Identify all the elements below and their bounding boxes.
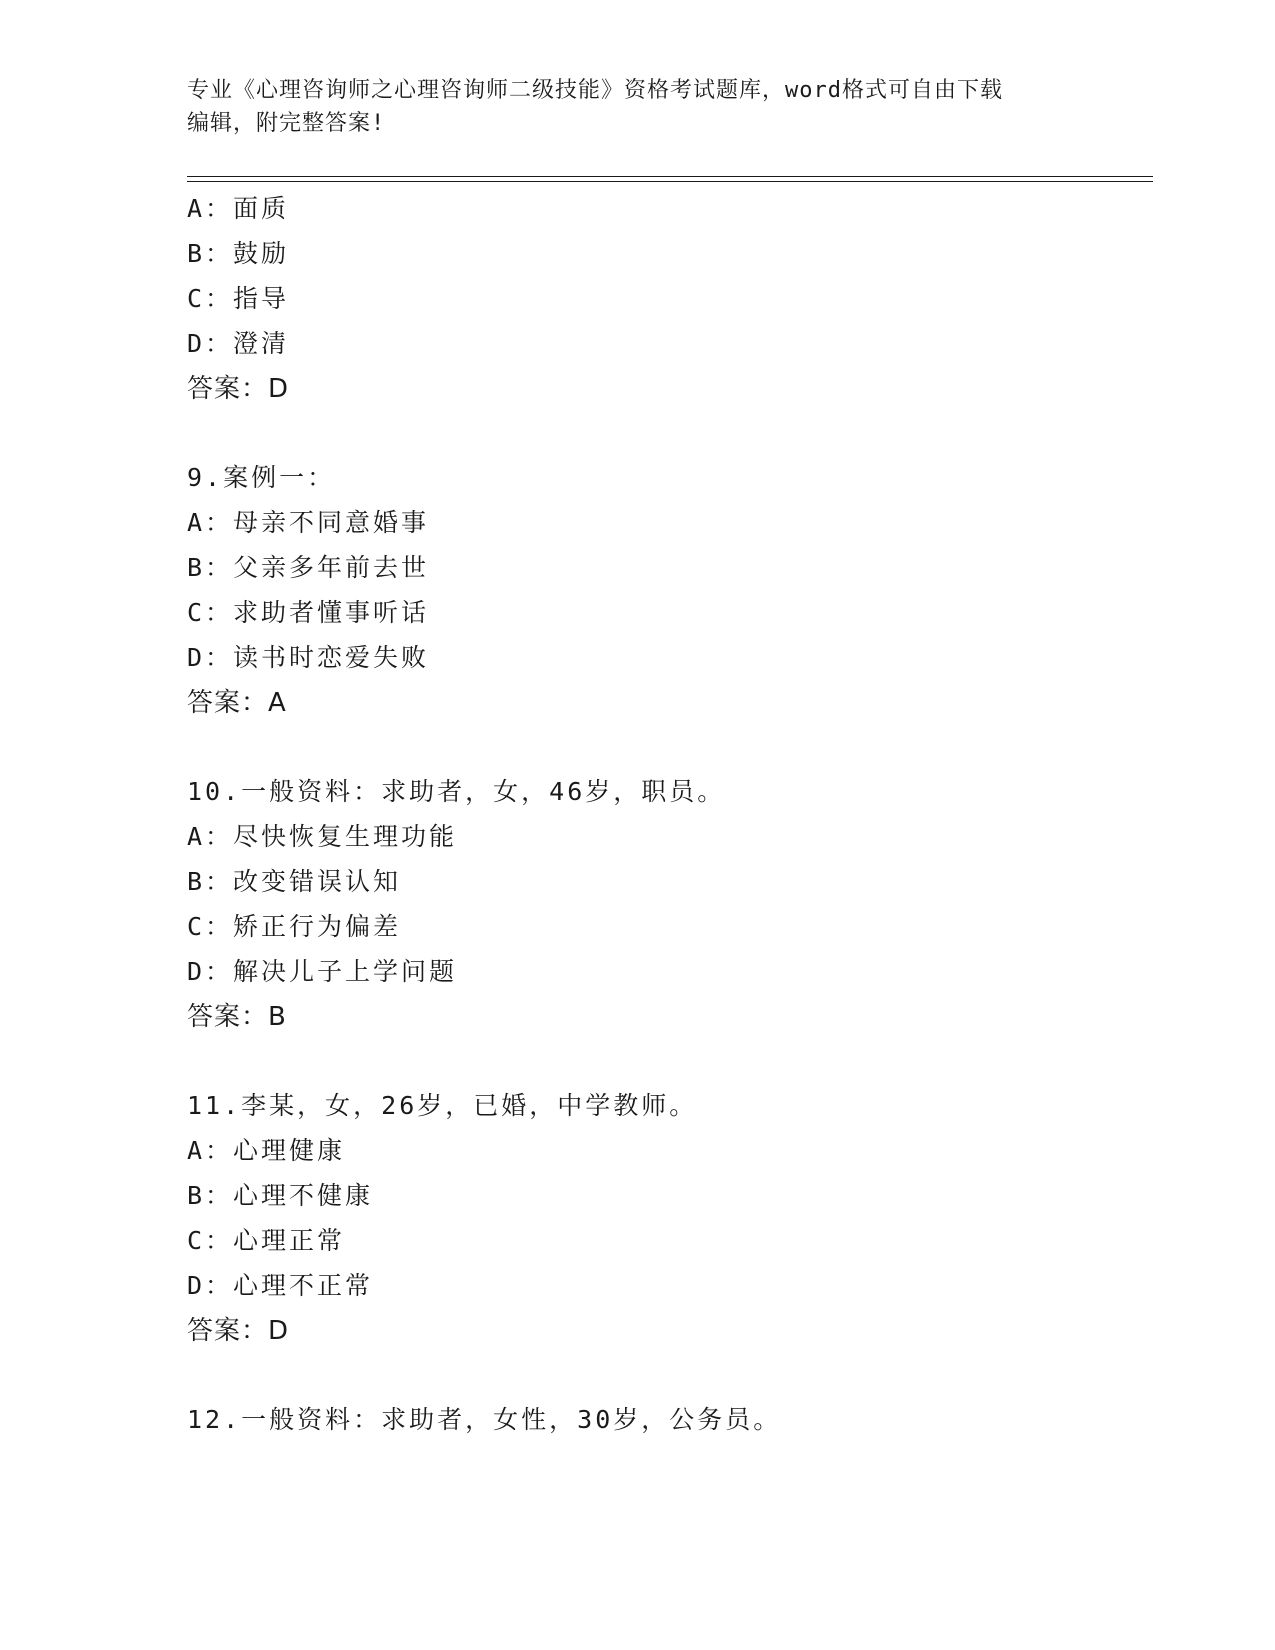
option-a: A：心理健康	[187, 1136, 346, 1165]
option-a: A：母亲不同意婚事	[187, 508, 430, 537]
question-11: 11.李某，女，26岁，已婚，中学教师。	[187, 1091, 698, 1120]
option-c: C：心理正常	[187, 1226, 346, 1255]
option-c: C：矫正行为偏差	[187, 912, 402, 941]
header-rule-bottom	[187, 181, 1153, 182]
answer: 答案：B	[187, 1002, 287, 1032]
option-a: A：尽快恢复生理功能	[187, 822, 458, 851]
answer: 答案：A	[187, 688, 287, 718]
option-d: D：心理不正常	[187, 1271, 374, 1300]
option-d: D：读书时恋爱失败	[187, 643, 430, 672]
document-header	[187, 74, 1067, 140]
header-line-1: 专业《心理咨询师之心理咨询师二级技能》资格考试题库，word格式可自由下载	[187, 78, 1003, 103]
question-12: 12.一般资料：求助者，女性，30岁，公务员。	[187, 1405, 782, 1434]
option-a: A：面质	[187, 194, 290, 223]
question-9: 9.案例一：	[187, 463, 336, 492]
option-c: C：指导	[187, 284, 290, 313]
option-d: D：澄清	[187, 329, 290, 358]
option-b: B：父亲多年前去世	[187, 553, 430, 582]
option-b: B：心理不健康	[187, 1181, 374, 1210]
question-10: 10.一般资料：求助者，女，46岁，职员。	[187, 777, 726, 806]
answer: 答案：D	[187, 1316, 290, 1346]
option-d: D：解决儿子上学问题	[187, 957, 458, 986]
answer: 答案：D	[187, 374, 290, 404]
option-b: B：改变错误认知	[187, 867, 402, 896]
option-c: C：求助者懂事听话	[187, 598, 430, 627]
header-rule-top	[187, 176, 1153, 177]
option-b: B：鼓励	[187, 239, 290, 268]
header-line-2: 编辑，附完整答案!	[187, 111, 386, 136]
